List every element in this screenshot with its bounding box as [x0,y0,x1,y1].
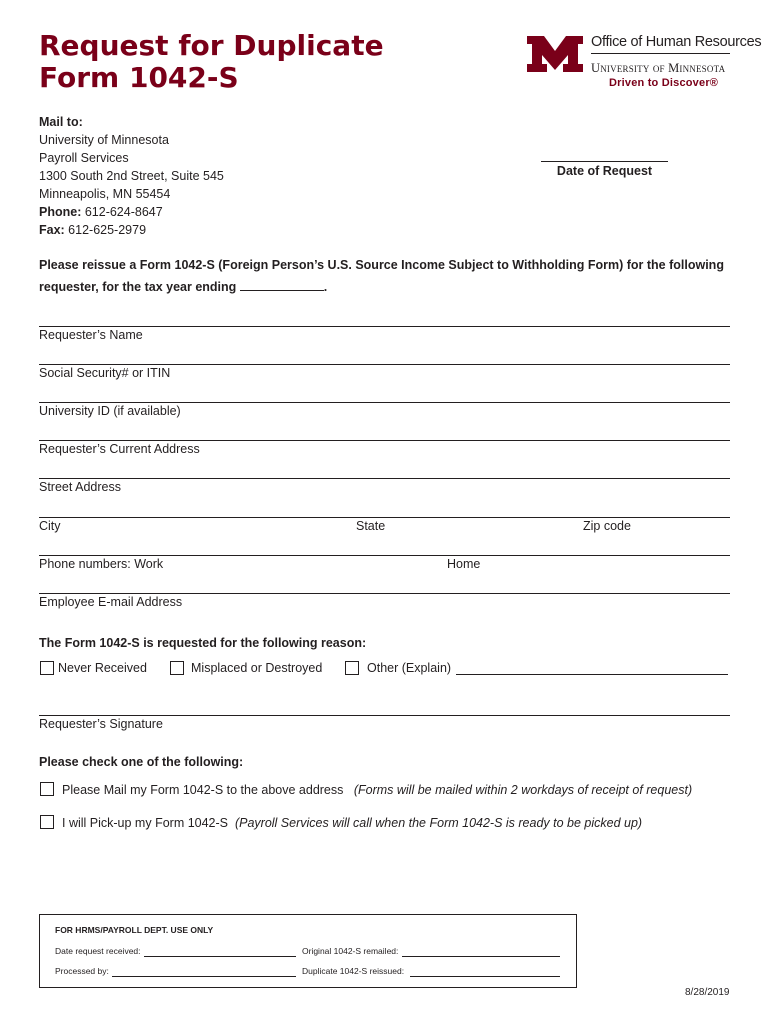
date-received-field[interactable] [144,956,296,957]
university-id-label: University ID (if available) [39,404,181,418]
pickup-option-checkbox[interactable] [40,815,54,829]
reissue-line-2-suffix: . [323,280,328,294]
delivery-heading: Please check one of the following: [39,755,244,769]
pickup-option [62,816,642,830]
reissue-line-1: Please reissue a Form 1042-S (Foreign Person’s U.S. Source Income Subject to Withholding Form) for the following [39,258,724,272]
mail-to-block [39,113,224,239]
other-label: Other (Explain) [367,661,452,675]
email-label: Employee E-mail Address [39,595,183,609]
phone-line [39,203,224,221]
reissue-statement [39,254,739,298]
office-use-title: FOR HRMS/PAYROLL DEPT. USE ONLY [55,925,214,935]
city-state-zip-field[interactable] [39,517,730,518]
duplicate-reissued-field[interactable] [410,976,560,977]
street-address-label: Street Address [39,480,121,494]
brand-divider [591,53,730,54]
phone-label: Phone: [39,205,82,219]
date-received-label: Date request received: [55,946,141,956]
block-m-logo-icon [527,36,583,72]
phone-home-label: Home [447,557,481,571]
address-line: 1300 South 2nd Street, Suite 545 [39,169,224,183]
page-title-line-2: Form 1042-S [39,61,239,94]
tagline: Driven to Discover® [609,77,719,89]
requester-name-label: Requester’s Name [39,328,143,342]
university-name: University of Minnesota [591,61,726,75]
address-line: University of Minnesota [39,133,169,147]
mail-option-label: Please Mail my Form 1042-S to the above address [62,783,344,797]
address-line: Payroll Services [39,151,129,165]
current-address-label: Requester’s Current Address [39,442,200,456]
tax-year-field[interactable] [240,278,324,291]
reissue-line-2-prefix: requester, for the tax year ending [39,280,240,294]
other-checkbox[interactable] [345,661,359,675]
reissue-line-2 [39,276,739,298]
processed-by-label: Processed by: [55,966,109,976]
office-use-box [39,914,577,988]
signature-label: Requester’s Signature [39,717,163,731]
state-label: State [356,519,386,533]
requester-name-field[interactable] [39,326,730,327]
date-of-request-field[interactable] [541,161,668,162]
phone-work-label: Phone numbers: Work [39,557,164,571]
zip-label: Zip code [583,519,631,533]
pickup-option-note: (Payroll Services will call when the Form 1042-S is ready to be picked up) [234,816,643,830]
office-name: Office of Human Resources [591,34,762,50]
fax-number: 612-625-2979 [64,223,147,237]
mail-option [62,783,692,797]
other-explain-field[interactable] [456,674,728,675]
reason-heading: The Form 1042-S is requested for the following reason: [39,636,367,650]
never-received-label: Never Received [58,661,147,675]
original-remailed-label: Original 1042-S remailed: [302,946,399,956]
ssn-label: Social Security# or ITIN [39,366,171,380]
phone-number: 612-624-8647 [81,205,163,219]
street-address-field[interactable] [39,478,730,479]
pickup-option-label: I will Pick-up my Form 1042-S [62,816,229,830]
mail-to-heading: Mail to: [39,115,83,129]
fax-label: Fax: [39,223,65,237]
revision-date: 8/28/2019 [685,987,730,998]
current-address-field[interactable] [39,440,730,441]
never-received-checkbox[interactable] [40,661,54,675]
university-id-field[interactable] [39,402,730,403]
original-remailed-field[interactable] [402,956,560,957]
city-label: City [39,519,61,533]
signature-field[interactable] [39,715,730,716]
email-field[interactable] [39,593,730,594]
address-line: Minneapolis, MN 55454 [39,187,171,201]
phone-numbers-field[interactable] [39,555,730,556]
duplicate-reissued-label: Duplicate 1042-S reissued: [302,966,405,976]
page-title-line-1: Request for Duplicate [39,29,384,62]
mail-option-note: (Forms will be mailed within 2 workdays of receipt of request) [353,783,693,797]
misplaced-checkbox[interactable] [170,661,184,675]
fax-line [39,221,224,239]
mail-option-checkbox[interactable] [40,782,54,796]
date-of-request-label: Date of Request [556,164,653,178]
ssn-field[interactable] [39,364,730,365]
processed-by-field[interactable] [112,976,296,977]
misplaced-label: Misplaced or Destroyed [191,661,323,675]
page-title [39,30,384,94]
